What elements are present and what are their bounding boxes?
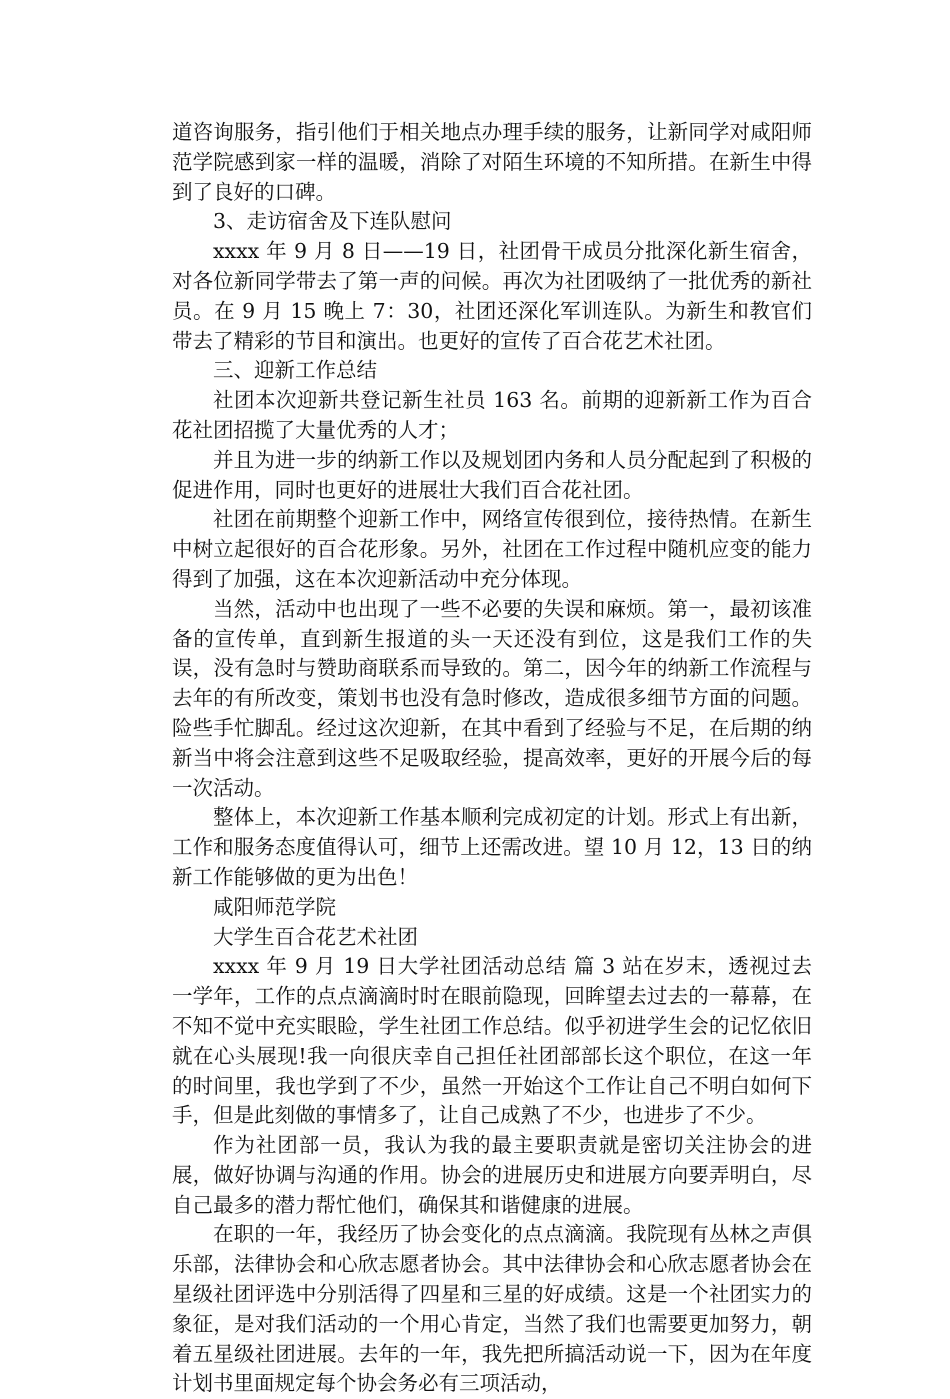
paragraph-5: 社团本次迎新共登记新生社员 163 名。前期的迎新新工作为百合花社团招揽了大量优秀的人才； [172,388,812,442]
section-heading-visit-dorms: 3、走访宿舍及下连队慰问 [213,209,452,234]
signature-school: 咸阳师范学院 [213,894,336,919]
paragraph-6: 并且为进一步的纳新工作以及规划团内务和人员分配起到了积极的促进作用，同时也更好的进展壮大我们百合花社团。 [172,447,812,502]
paragraph-9: 整体上，本次迎新工作基本顺利完成初定的计划。形式上有出新，工作和服务态度值得认可，细节上还需改进。望 10 月 12，13 日的纳新工作能够做的更为出色！ [172,805,812,889]
paragraph-12: xxxx 年 9 月 19 日大学社团活动总结 篇 3 站在岁末，透视过去一学年，工作的点点滴滴时时在眼前隐现，回眸望去过去的一幕幕，在不知不觉中充实眼睑，学生社团工作总结。似乎初进学生会的记忆依旧就在心头展现!我一向很庆幸自己担任社团部部长这个职位，在这一年的时间里，我也学到了不少，虽然一开始这个工作让自己不明白如何下手，但是此刻做的事情多了，让自己成熟了不少，也进步了不少。 [172,954,812,1128]
document-body [172,118,812,1399]
paragraph-7: 社团在前期整个迎新工作中，网络宣传很到位，接待热情。在新生中树立起很好的百合花形象。另外，社团在工作过程中随机应变的能力得到了加强，这在本次迎新活动中充分体现。 [172,507,812,591]
paragraph-13: 作为社团部一员，我认为我的最主要职责就是密切关注协会的进展，做好协调与沟通的作用。协会的进展历史和进展方向要弄明白，尽自己最多的潜力帮忙他们，确保其和谐健康的进展。 [172,1133,812,1217]
paragraph-1: 道咨询服务，指引他们于相关地点办理手续的服务，让新同学对咸阳师范学院感到家一样的温暖，消除了对陌生环境的不知所措。在新生中得到了良好的口碑。 [172,120,812,204]
paragraph-8: 当然，活动中也出现了一些不必要的失误和麻烦。第一，最初该准备的宣传单，直到新生报道的头一天还没有到位，这是我们工作的失误，没有急时与赞助商联系而导致的。第二，因今年的纳新工作流程与去年的有所改变，策划书也没有急时修改，造成很多细节方面的问题。险些手忙脚乱。经过这次迎新，在其中看到了经验与不足，在后期的纳新当中将会注意到这些不足吸取经验，提高效率，更好的开展今后的每一次活动。 [172,596,812,800]
section-heading-summary: 三、迎新工作总结 [213,358,377,383]
paragraph-3: xxxx 年 9 月 8 日——19 日，社团骨干成员分批深化新生宿舍，对各位新同学带去了第一声的问候。再次为社团吸纳了一批优秀的新社员。在 9 月 15 晚上 7：30，社团还深化军训连队。为新生和教官们带去了精彩的节目和演出。也更好的宣传了百合花艺术社团。 [172,239,812,353]
signature-club: 大学生百合花艺术社团 [213,924,418,949]
paragraph-14: 在职的一年，我经历了协会变化的点点滴滴。我院现有丛林之声俱乐部，法律协会和心欣志愿者协会。其中法律协会和心欣志愿者协会在星级社团评选中分别活得了四星和三星的好成绩。这是一个社团实力的象征，是对我们活动的一个用心肯定，当然了我们也需要更加努力，朝着五星级社团进展。去年的一年，我先把所搞活动说一下，因为在年度计划书里面规定每个协会务必有三项活动， [172,1222,812,1396]
